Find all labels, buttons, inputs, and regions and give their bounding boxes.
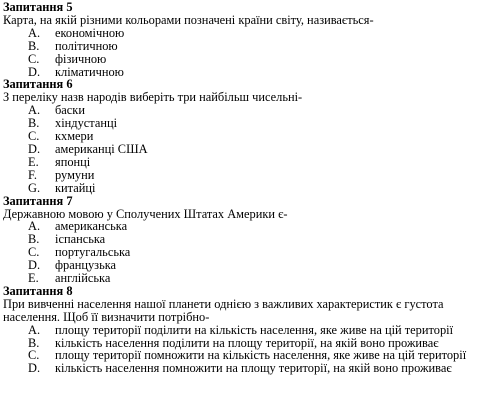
option-text: американська bbox=[55, 219, 128, 234]
question-8 bbox=[3, 285, 500, 375]
option-letter: B. bbox=[28, 232, 40, 247]
option-letter: E. bbox=[28, 154, 39, 169]
option-letter: C. bbox=[28, 348, 40, 363]
answer-option[interactable] bbox=[3, 272, 500, 285]
option-letter: B. bbox=[28, 335, 40, 350]
option-text: кліматичною bbox=[55, 64, 124, 79]
option-text: англійська bbox=[55, 271, 111, 286]
answer-options bbox=[3, 220, 500, 285]
answer-option[interactable] bbox=[3, 324, 500, 337]
question-6 bbox=[3, 78, 500, 194]
option-letter: D. bbox=[28, 361, 41, 376]
option-text: кількість населення помножити на площу території, на якій воно проживає bbox=[55, 361, 452, 376]
option-letter: F. bbox=[28, 167, 37, 182]
option-letter: D. bbox=[28, 258, 41, 273]
option-text: кхмери bbox=[55, 129, 94, 144]
option-letter: A. bbox=[28, 103, 41, 118]
question-text: Карта, на якій різними кольорами позначені країни світу, називається- bbox=[3, 12, 374, 27]
answer-options bbox=[3, 104, 500, 194]
option-letter: G. bbox=[28, 180, 41, 195]
option-text: площу території поділити на кількість населення, яке живе на цій території bbox=[55, 322, 454, 337]
option-text: французька bbox=[55, 258, 117, 273]
answer-option[interactable] bbox=[3, 362, 500, 375]
option-text: румуни bbox=[55, 167, 95, 182]
question-title: Запитання 6 bbox=[3, 77, 73, 92]
answer-option[interactable] bbox=[3, 169, 500, 182]
question-title: Запитання 8 bbox=[3, 283, 73, 298]
question-text: Державною мовою у Сполучених Штатах Америки є- bbox=[3, 206, 288, 221]
option-letter: B. bbox=[28, 116, 40, 131]
option-text: китайці bbox=[55, 180, 96, 195]
option-letter: D. bbox=[28, 141, 41, 156]
answer-option[interactable] bbox=[3, 66, 500, 79]
answer-option[interactable] bbox=[3, 40, 500, 53]
answer-option[interactable] bbox=[3, 27, 500, 40]
option-text: баски bbox=[55, 103, 85, 118]
answer-option[interactable] bbox=[3, 143, 500, 156]
question-text: При вивченні населення нашої планети однією з важливих характеристик є густота населення. Щоб її визначити потрібно- bbox=[3, 296, 444, 324]
option-letter: C. bbox=[28, 245, 40, 260]
option-text: економічною bbox=[55, 25, 125, 40]
question-text: З переліку назв народів виберіть три найбільш чисельні- bbox=[3, 90, 303, 105]
option-letter: A. bbox=[28, 322, 41, 337]
question-7 bbox=[3, 195, 500, 285]
option-letter: B. bbox=[28, 38, 40, 53]
answer-option[interactable] bbox=[3, 156, 500, 169]
answer-option[interactable] bbox=[3, 182, 500, 195]
option-text: політичною bbox=[55, 38, 118, 53]
option-text: площу території помножити на кількість населення, яке живе на цій території bbox=[55, 348, 467, 363]
option-text: кількість населення поділити на площу території, на якій воно проживає bbox=[55, 335, 439, 350]
option-text: іспанська bbox=[55, 232, 106, 247]
option-text: американці США bbox=[55, 141, 148, 156]
option-letter: D. bbox=[28, 64, 41, 79]
option-letter: A. bbox=[28, 219, 41, 234]
option-letter: A. bbox=[28, 25, 41, 40]
option-text: португальська bbox=[55, 245, 131, 260]
answer-option[interactable] bbox=[3, 53, 500, 66]
answer-options bbox=[3, 27, 500, 79]
option-text: фізичною bbox=[55, 51, 107, 66]
option-letter: C. bbox=[28, 129, 40, 144]
answer-options bbox=[3, 324, 500, 376]
option-text: хіндустанці bbox=[55, 116, 118, 131]
option-text: японці bbox=[55, 154, 91, 169]
option-letter: E. bbox=[28, 271, 39, 286]
option-letter: C. bbox=[28, 51, 40, 66]
question-5 bbox=[3, 1, 500, 78]
question-title: Запитання 5 bbox=[3, 0, 73, 14]
question-title: Запитання 7 bbox=[3, 193, 73, 208]
